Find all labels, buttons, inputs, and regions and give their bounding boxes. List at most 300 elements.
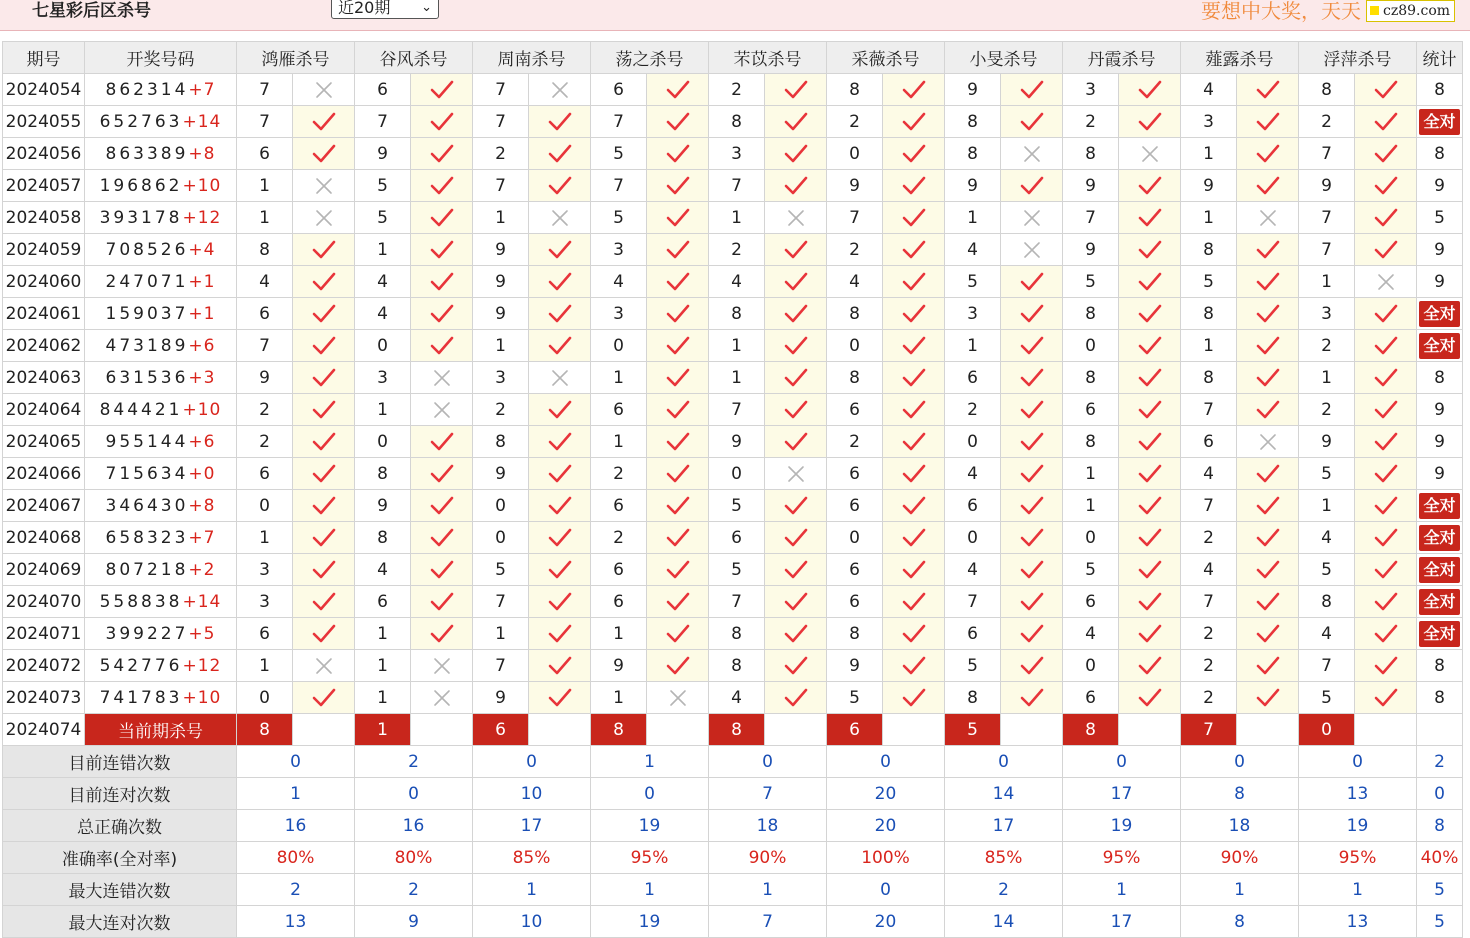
check-icon xyxy=(312,400,336,420)
empty-cell xyxy=(765,714,827,746)
kill-number-cell: 4 xyxy=(237,266,293,298)
stats-row xyxy=(3,906,1463,938)
cross-icon xyxy=(1376,272,1396,292)
stats-value: 8 xyxy=(1181,778,1299,810)
check-icon xyxy=(1020,464,1044,484)
kill-number-cell: 4 xyxy=(1181,554,1237,586)
result-correct xyxy=(765,586,827,618)
kill-number-cell: 6 xyxy=(237,298,293,330)
result-correct xyxy=(293,234,355,266)
kill-number-cell: 9 xyxy=(473,682,529,714)
check-icon xyxy=(430,624,454,644)
stats-value: 0 xyxy=(1181,746,1299,778)
result-correct xyxy=(647,74,709,106)
result-wrong xyxy=(1355,266,1417,298)
cross-icon xyxy=(432,368,452,388)
check-icon xyxy=(1374,144,1398,164)
result-correct xyxy=(1355,74,1417,106)
cross-icon xyxy=(786,208,806,228)
kill-number-cell: 6 xyxy=(827,490,883,522)
check-icon xyxy=(1020,528,1044,548)
kill-number-cell: 3 xyxy=(1063,74,1119,106)
current-kill-number: 8 xyxy=(237,714,293,746)
stats-row xyxy=(3,810,1463,842)
table-row xyxy=(3,426,1463,458)
result-correct xyxy=(1001,682,1063,714)
check-icon xyxy=(1020,560,1044,580)
check-icon xyxy=(1374,336,1398,356)
front-numbers: 393178 xyxy=(99,207,183,228)
check-icon xyxy=(666,496,690,516)
stats-value: 0 xyxy=(827,874,945,906)
check-icon xyxy=(430,112,454,132)
check-icon xyxy=(430,528,454,548)
kill-number-cell: 9 xyxy=(1063,234,1119,266)
kill-number-cell: 4 xyxy=(1181,458,1237,490)
draw-numbers-cell xyxy=(85,426,237,458)
draw-numbers-cell xyxy=(85,618,237,650)
check-icon xyxy=(548,400,572,420)
result-correct xyxy=(765,138,827,170)
kill-number-cell: 1 xyxy=(1063,490,1119,522)
check-icon xyxy=(784,688,808,708)
check-icon xyxy=(312,528,336,548)
check-icon xyxy=(312,496,336,516)
result-wrong xyxy=(411,682,473,714)
kill-number-cell: 9 xyxy=(355,490,411,522)
period-cell: 2024054 xyxy=(3,74,85,106)
period-cell: 2024056 xyxy=(3,138,85,170)
check-icon xyxy=(312,304,336,324)
stats-value: 16 xyxy=(237,810,355,842)
check-icon xyxy=(784,656,808,676)
kill-number-cell: 0 xyxy=(591,330,647,362)
check-icon xyxy=(1374,304,1398,324)
kill-number-cell: 5 xyxy=(1181,266,1237,298)
stats-row xyxy=(3,874,1463,906)
result-correct xyxy=(529,490,591,522)
kill-number-table xyxy=(2,41,1463,938)
check-icon xyxy=(1138,336,1162,356)
kill-number-cell: 5 xyxy=(355,170,411,202)
col-stat: 统计 xyxy=(1417,42,1463,74)
stats-value: 13 xyxy=(1299,778,1417,810)
result-correct xyxy=(1237,618,1299,650)
front-numbers: 862314 xyxy=(105,79,189,100)
check-icon xyxy=(902,560,926,580)
draw-numbers-cell xyxy=(85,330,237,362)
check-icon xyxy=(1256,464,1280,484)
stats-value: 1 xyxy=(591,874,709,906)
check-icon xyxy=(430,240,454,260)
kill-number-cell: 0 xyxy=(1063,330,1119,362)
check-icon xyxy=(1256,272,1280,292)
stat-cell: 9 xyxy=(1417,394,1463,426)
stats-value: 8 xyxy=(1181,906,1299,938)
result-correct xyxy=(1237,394,1299,426)
check-icon xyxy=(666,400,690,420)
all-correct-badge: 全对 xyxy=(1419,333,1459,359)
check-icon xyxy=(902,496,926,516)
check-icon xyxy=(1020,112,1044,132)
result-correct xyxy=(529,298,591,330)
kill-number-cell: 9 xyxy=(355,138,411,170)
draw-numbers-cell xyxy=(85,298,237,330)
check-icon xyxy=(1256,592,1280,612)
result-correct xyxy=(411,298,473,330)
check-icon xyxy=(784,336,808,356)
back-number: +12 xyxy=(182,655,222,676)
stats-value: 19 xyxy=(591,906,709,938)
stats-value: 14 xyxy=(945,778,1063,810)
result-correct xyxy=(529,138,591,170)
result-correct xyxy=(1355,522,1417,554)
back-number: +14 xyxy=(182,111,222,132)
kill-number-cell: 1 xyxy=(237,650,293,682)
check-icon xyxy=(1138,464,1162,484)
empty-cell xyxy=(411,714,473,746)
check-icon xyxy=(430,496,454,516)
table-row xyxy=(3,330,1463,362)
stats-value: 2 xyxy=(237,874,355,906)
kill-number-cell: 1 xyxy=(237,522,293,554)
check-icon xyxy=(1374,400,1398,420)
result-correct xyxy=(647,650,709,682)
kill-number-cell: 7 xyxy=(945,586,1001,618)
result-correct xyxy=(883,266,945,298)
kill-number-cell: 5 xyxy=(473,554,529,586)
kill-number-cell: 1 xyxy=(355,618,411,650)
kill-number-cell: 7 xyxy=(237,330,293,362)
kill-number-cell: 2 xyxy=(827,234,883,266)
check-icon xyxy=(902,528,926,548)
check-icon xyxy=(1020,368,1044,388)
result-correct xyxy=(411,330,473,362)
cross-icon xyxy=(668,688,688,708)
kill-number-cell: 1 xyxy=(591,426,647,458)
kill-number-cell: 2 xyxy=(1299,394,1355,426)
table-row xyxy=(3,458,1463,490)
back-number: +0 xyxy=(188,463,216,484)
front-numbers: 708526 xyxy=(105,239,189,260)
check-icon xyxy=(430,272,454,292)
result-correct xyxy=(647,458,709,490)
kill-number-cell: 1 xyxy=(709,202,765,234)
stat-cell: 8 xyxy=(1417,682,1463,714)
stat-cell: 9 xyxy=(1417,234,1463,266)
table-row xyxy=(3,298,1463,330)
result-correct xyxy=(1355,650,1417,682)
check-icon xyxy=(1374,688,1398,708)
result-correct xyxy=(883,394,945,426)
kill-number-cell: 5 xyxy=(591,138,647,170)
kill-number-cell: 3 xyxy=(237,586,293,618)
result-correct xyxy=(411,490,473,522)
result-correct xyxy=(1119,330,1181,362)
check-icon xyxy=(902,304,926,324)
col-method: 周南杀号 xyxy=(473,42,591,74)
result-correct xyxy=(529,554,591,586)
kill-number-cell: 8 xyxy=(237,234,293,266)
col-method: 浮萍杀号 xyxy=(1299,42,1417,74)
site-logo[interactable]: cz89.com xyxy=(1366,0,1455,22)
result-correct xyxy=(1237,170,1299,202)
result-correct xyxy=(293,458,355,490)
result-correct xyxy=(529,426,591,458)
kill-number-cell: 5 xyxy=(355,202,411,234)
kill-number-cell: 1 xyxy=(355,234,411,266)
kill-number-cell: 1 xyxy=(1299,266,1355,298)
kill-number-cell: 6 xyxy=(355,586,411,618)
result-correct xyxy=(1001,298,1063,330)
check-icon xyxy=(312,272,336,292)
check-icon xyxy=(1020,400,1044,420)
cross-icon xyxy=(432,400,452,420)
check-icon xyxy=(902,368,926,388)
kill-number-cell: 7 xyxy=(1299,138,1355,170)
kill-number-cell: 4 xyxy=(709,682,765,714)
back-number: +7 xyxy=(188,527,216,548)
kill-number-cell: 0 xyxy=(709,458,765,490)
result-wrong xyxy=(529,202,591,234)
check-icon xyxy=(430,176,454,196)
result-wrong xyxy=(1001,138,1063,170)
front-numbers: 346430 xyxy=(105,495,189,516)
draw-numbers-cell xyxy=(85,266,237,298)
check-icon xyxy=(430,592,454,612)
stats-value: 1 xyxy=(1181,874,1299,906)
stats-row xyxy=(3,778,1463,810)
kill-number-cell: 6 xyxy=(355,74,411,106)
check-icon xyxy=(1020,176,1044,196)
check-icon xyxy=(1020,688,1044,708)
kill-number-cell: 9 xyxy=(473,458,529,490)
result-correct xyxy=(1119,682,1181,714)
slogan-banner[interactable]: 要想中大奖，天天 xyxy=(1201,0,1361,23)
result-wrong xyxy=(529,74,591,106)
check-icon xyxy=(902,432,926,452)
all-correct-badge: 全对 xyxy=(1419,525,1459,551)
result-wrong xyxy=(765,202,827,234)
kill-number-cell: 2 xyxy=(827,426,883,458)
current-kill-number: 6 xyxy=(827,714,883,746)
current-kill-number: 8 xyxy=(1063,714,1119,746)
front-numbers: 473189 xyxy=(105,335,189,356)
kill-number-cell: 4 xyxy=(945,458,1001,490)
check-icon xyxy=(902,400,926,420)
stats-value: 20 xyxy=(827,810,945,842)
stats-value: 19 xyxy=(591,810,709,842)
result-correct xyxy=(765,394,827,426)
check-icon xyxy=(784,304,808,324)
result-correct xyxy=(529,618,591,650)
result-correct xyxy=(883,74,945,106)
cross-icon xyxy=(550,368,570,388)
front-numbers: 542776 xyxy=(99,655,183,676)
kill-number-cell: 2 xyxy=(1063,106,1119,138)
check-icon xyxy=(1020,304,1044,324)
check-icon xyxy=(548,464,572,484)
check-icon xyxy=(548,528,572,548)
empty-cell xyxy=(1001,714,1063,746)
period-cell: 2024066 xyxy=(3,458,85,490)
result-correct xyxy=(765,618,827,650)
check-icon xyxy=(1138,304,1162,324)
result-correct xyxy=(411,426,473,458)
cross-icon xyxy=(786,464,806,484)
kill-number-cell: 8 xyxy=(355,458,411,490)
check-icon xyxy=(784,112,808,132)
check-icon xyxy=(312,112,336,132)
result-correct xyxy=(1119,74,1181,106)
stat-cell: 9 xyxy=(1417,266,1463,298)
empty-cell xyxy=(1355,714,1417,746)
kill-number-cell: 1 xyxy=(1181,330,1237,362)
kill-number-cell: 4 xyxy=(355,266,411,298)
kill-number-cell: 1 xyxy=(473,618,529,650)
kill-number-cell: 7 xyxy=(1299,202,1355,234)
kill-number-cell: 5 xyxy=(1299,458,1355,490)
result-correct xyxy=(1355,394,1417,426)
kill-number-cell: 1 xyxy=(1181,138,1237,170)
result-correct xyxy=(647,138,709,170)
period-cell: 2024073 xyxy=(3,682,85,714)
result-correct xyxy=(1001,362,1063,394)
check-icon xyxy=(548,112,572,132)
kill-number-cell: 0 xyxy=(827,330,883,362)
stats-value: 0 xyxy=(709,746,827,778)
result-correct xyxy=(1237,106,1299,138)
stats-value: 0 xyxy=(237,746,355,778)
back-number: +8 xyxy=(188,495,216,516)
stats-value: 20 xyxy=(827,906,945,938)
stats-value: 85% xyxy=(945,842,1063,874)
kill-number-cell: 7 xyxy=(709,586,765,618)
cross-icon xyxy=(432,688,452,708)
kill-number-cell: 8 xyxy=(1181,234,1237,266)
cross-icon xyxy=(314,656,334,676)
draw-numbers-cell xyxy=(85,554,237,586)
kill-number-cell: 2 xyxy=(1181,522,1237,554)
kill-number-cell: 7 xyxy=(709,170,765,202)
result-correct xyxy=(1355,618,1417,650)
kill-number-cell: 0 xyxy=(1063,650,1119,682)
result-correct xyxy=(1001,106,1063,138)
table-row xyxy=(3,362,1463,394)
result-correct xyxy=(411,266,473,298)
result-correct xyxy=(1119,362,1181,394)
all-correct-badge: 全对 xyxy=(1419,557,1459,583)
col-draw: 开奖号码 xyxy=(85,42,237,74)
result-correct xyxy=(411,138,473,170)
kill-number-cell: 2 xyxy=(473,394,529,426)
period-cell: 2024065 xyxy=(3,426,85,458)
stats-value: 10 xyxy=(473,906,591,938)
front-numbers: 863389 xyxy=(105,143,189,164)
result-correct xyxy=(293,522,355,554)
check-icon xyxy=(430,464,454,484)
stats-value: 2 xyxy=(355,746,473,778)
result-correct xyxy=(1237,522,1299,554)
result-correct xyxy=(1355,426,1417,458)
check-icon xyxy=(430,144,454,164)
table-row xyxy=(3,106,1463,138)
kill-number-cell: 2 xyxy=(709,74,765,106)
all-correct-badge: 全对 xyxy=(1419,493,1459,519)
check-icon xyxy=(1374,592,1398,612)
empty-cell xyxy=(1119,714,1181,746)
stats-value: 90% xyxy=(709,842,827,874)
result-correct xyxy=(765,234,827,266)
result-correct xyxy=(883,650,945,682)
draw-numbers-cell xyxy=(85,74,237,106)
check-icon xyxy=(430,80,454,100)
result-correct xyxy=(1237,458,1299,490)
kill-number-cell: 3 xyxy=(1181,106,1237,138)
check-icon xyxy=(784,368,808,388)
kill-number-cell: 4 xyxy=(1299,522,1355,554)
stats-total: 2 xyxy=(1417,746,1463,778)
back-number: +2 xyxy=(188,559,216,580)
result-correct xyxy=(1119,426,1181,458)
kill-number-cell: 7 xyxy=(591,106,647,138)
kill-number-cell: 8 xyxy=(1299,586,1355,618)
kill-number-cell: 3 xyxy=(473,362,529,394)
result-correct xyxy=(1355,202,1417,234)
kill-number-cell: 8 xyxy=(1063,138,1119,170)
back-number: +14 xyxy=(182,591,222,612)
kill-number-cell: 0 xyxy=(945,426,1001,458)
check-icon xyxy=(430,336,454,356)
kill-number-cell: 6 xyxy=(827,458,883,490)
result-correct xyxy=(1355,586,1417,618)
table-row xyxy=(3,490,1463,522)
table-row xyxy=(3,234,1463,266)
check-icon xyxy=(1374,240,1398,260)
cross-icon xyxy=(314,80,334,100)
table-row xyxy=(3,138,1463,170)
front-numbers: 159037 xyxy=(105,303,189,324)
check-icon xyxy=(902,656,926,676)
result-correct xyxy=(293,554,355,586)
range-select[interactable] xyxy=(331,0,439,19)
current-kill-number: 8 xyxy=(591,714,647,746)
result-correct xyxy=(529,266,591,298)
kill-number-cell: 6 xyxy=(945,362,1001,394)
result-correct xyxy=(1119,266,1181,298)
stats-value: 0 xyxy=(827,746,945,778)
check-icon xyxy=(784,144,808,164)
kill-number-cell: 1 xyxy=(1299,362,1355,394)
kill-number-cell: 7 xyxy=(473,106,529,138)
result-correct xyxy=(293,298,355,330)
result-correct xyxy=(1355,458,1417,490)
result-wrong xyxy=(765,458,827,490)
result-correct xyxy=(1355,682,1417,714)
back-number: +1 xyxy=(188,271,216,292)
check-icon xyxy=(1256,656,1280,676)
kill-number-cell: 2 xyxy=(591,458,647,490)
result-correct xyxy=(1237,266,1299,298)
kill-number-cell: 8 xyxy=(709,298,765,330)
check-icon xyxy=(1374,560,1398,580)
empty-cell xyxy=(883,714,945,746)
kill-number-cell: 8 xyxy=(1299,74,1355,106)
result-correct xyxy=(1237,650,1299,682)
current-kill-number: 7 xyxy=(1181,714,1237,746)
stats-value: 17 xyxy=(1063,778,1181,810)
check-icon xyxy=(1020,80,1044,100)
